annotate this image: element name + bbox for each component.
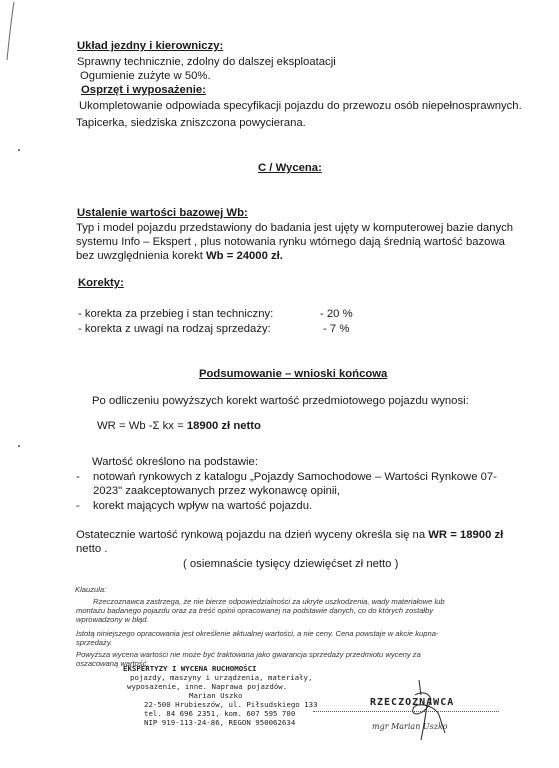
final-prefix: Ostatecznie wartość rynkową pojazdu na dzień wyceny określa się na [76,529,426,541]
klauzula-p1-l3: wprowadzony w błąd. [76,615,149,624]
uklad-heading: Układ jezdny i kierowniczy: [77,40,224,52]
uklad-line-2: Ogumienie zużyte w 50%. [80,70,211,82]
korekta-1-value: - 20 % [320,308,353,320]
stamp-line-4: Marian Uszko [189,691,243,700]
basis-intro: Wartość określono na podstawie: [92,456,258,468]
osprzet-heading: Osprzęt i wyposażenie: [81,84,206,96]
final-line [76,528,503,542]
klauzula-p2-l2: sprzedaży. [76,638,113,647]
korekta-2-value: - 7 % [323,323,350,335]
uklad-line-1: Sprawny technicznie, zdolny do dalszej eksploatacji [77,56,336,68]
formula-prefix: WR = Wb -Σ kx = [97,420,184,432]
ustalenie-line-1: Typ i model pojazdu przedstawiony do badania jest ujęty w komputerowej bazie danych [76,222,514,234]
basis-bullet-1-line-1: notowań rynkowych z katalogu „Pojazdy Samochodowe – Wartości Rynkowe 07- [93,471,497,483]
wycena-heading: C / Wycena: [258,162,322,174]
margin-dot [18,445,20,447]
klauzula-p2-l1: Istotą niniejszego opracowania jest określenie aktualnej wartości, a nie ceny. Cena powstaje w akcie kupna- [76,629,439,638]
klauzula-p1-l2: montażu badanego pojazdu oraz za treść opinii opracowanej na podstawie danych, co do których zostałby [76,606,434,615]
ustalenie-line-3 [76,249,283,263]
basis-bullet-1-line-2: 2023" zaakceptowanych przez wykonawcę opinii, [93,485,341,497]
korekta-2-label: - korekta z uwagi na rodzaj sprzedaży: [78,323,271,335]
stamp-line-5: 22-500 Hrubieszów, ul. Piłsudskiego 133 [144,700,318,709]
podsumowanie-heading: Podsumowanie – wnioski końcowa [199,368,388,380]
klauzula-p1-l1: Rzeczoznawca zastrzega, że nie bierze odpowiedzialności za ukryte uszkodzenia, wady materiałowe lub [93,597,445,606]
margin-dot [18,149,20,151]
klauzula-p3-l2: oszacowaną wartość. [76,659,149,668]
signature-name: mgr Marian Uszko [372,722,448,731]
handwritten-signature [405,675,465,745]
ustalenie-line-3-prefix: bez uwzględnienia korekt [76,250,203,262]
stamp-line-1: EKSPERTYZY I WYCENA RUCHOMOŚCI [123,664,257,673]
amount-in-words: ( osiemnaście tysięcy dziewięćset zł netto ) [183,558,399,570]
formula [97,419,261,433]
klauzula-title: Klauzula: [75,585,107,594]
korekta-1-label: - korekta za przebieg i stan techniczny: [78,308,274,320]
bullet-dash-2: - [76,500,80,512]
ustalenie-line-2: systemu Info – Ekspert , plus notowania rynku wtórnego dają średnią wartość bazowa [76,236,505,248]
osprzet-line-2: Tapicerka, siedziska zniszczona powycierana. [76,117,306,129]
formula-value: 18900 zł netto [186,420,261,432]
stamp-line-3: wyposażenie, inne. Naprawa pojazdów. [127,682,288,691]
stamp-line-2: pojazdy, maszyny i urządzenia, materiały, [130,673,313,682]
bullet-dash-1: - [76,471,80,483]
final-suffix: netto . [76,543,108,555]
stamp-line-6: tel. 84 696 2351, kom. 607 595 700 [144,709,296,718]
osprzet-line-1: Ukompletowanie odpowiada specyfikacji pojazdu do przewozu osób niepełnosprawnych. [79,100,522,112]
klauzula-p3-l1: Powyższa wycena wartości nie może być traktowana jako gwarancja sprzedaży przedmiotu wyceny za [76,650,421,659]
podsumowanie-intro: Po odliczeniu powyższych korekt wartość przedmiotowego pojazdu wynosi: [92,395,469,407]
stamp-line-7: NIP 919-113-24-86, REGON 950062634 [144,718,296,727]
korekty-heading: Korekty: [78,277,124,289]
wb-value: Wb = 24000 zł. [206,250,283,262]
final-value: WR = 18900 zł [428,529,504,541]
ustalenie-heading: Ustalenie wartości bazowej Wb: [77,207,248,219]
margin-pen-mark [0,0,30,80]
basis-bullet-2: korekt mających wpływ na wartość pojazdu. [93,500,313,512]
signature-title: RZECZOZNAWCA [370,697,455,708]
